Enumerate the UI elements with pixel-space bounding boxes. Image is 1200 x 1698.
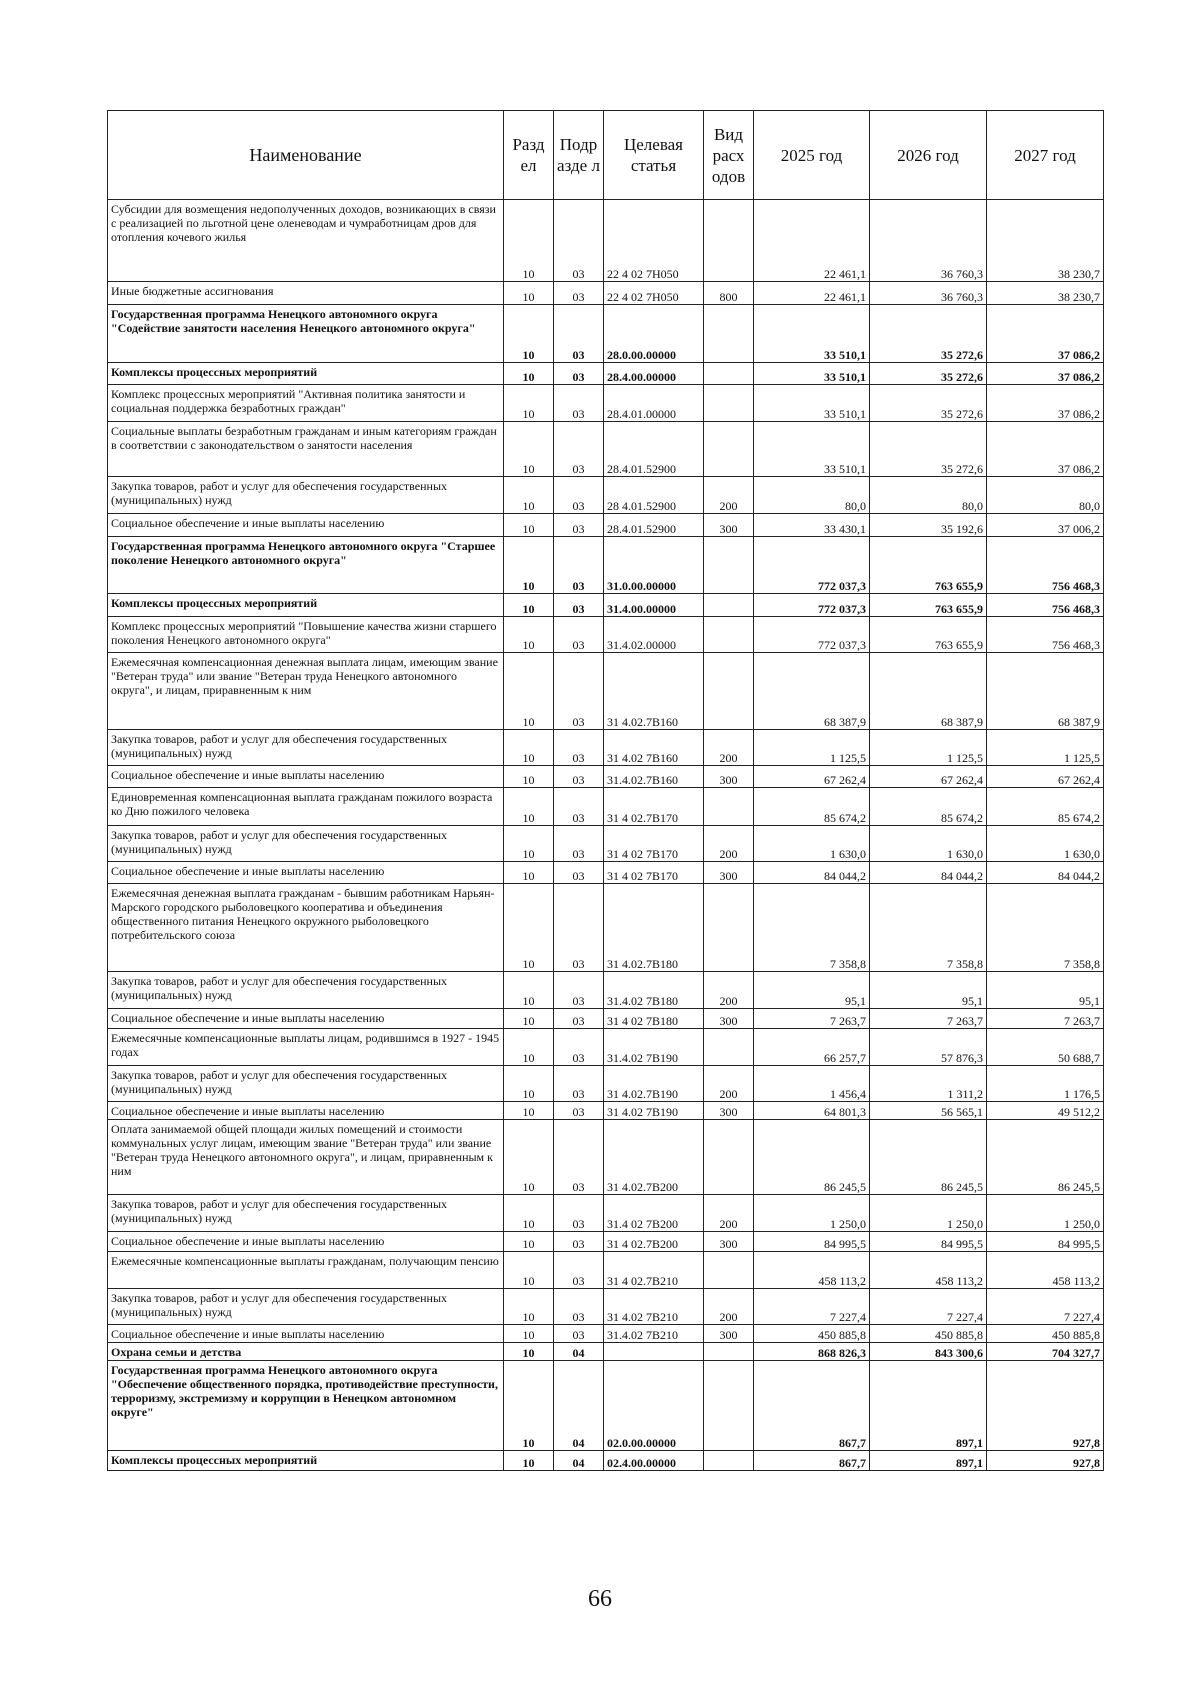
- cell-2027: 704 327,7: [987, 1343, 1104, 1361]
- cell-target-article: 28.4.01.52900: [604, 422, 704, 477]
- cell-section: 10: [504, 200, 554, 282]
- cell-section: 10: [504, 1120, 554, 1195]
- cell-2026: 7 227,4: [870, 1289, 987, 1325]
- cell-2026: 1 125,5: [870, 730, 987, 766]
- cell-2026: 80,0: [870, 477, 987, 514]
- cell-target-article: 31 4 02 7В180: [604, 1009, 704, 1029]
- cell-2025: 67 262,4: [754, 766, 870, 788]
- cell-2025: 868 826,3: [754, 1343, 870, 1361]
- cell-target-article: 31 4.02.7В190: [604, 1066, 704, 1102]
- cell-2027: 68 387,9: [987, 653, 1104, 730]
- cell-2025: 867,7: [754, 1361, 870, 1451]
- cell-target-article: 31.4.02 7В190: [604, 1029, 704, 1066]
- header-year-2025: 2025 год: [754, 111, 870, 200]
- cell-2027: 927,8: [987, 1451, 1104, 1471]
- table-row: [108, 305, 1104, 363]
- cell-name: Государственная программа Ненецкого автономного округа "Содействие занятости населения Ненецкого автономного округа": [108, 305, 504, 363]
- cell-2026: 763 655,9: [870, 594, 987, 617]
- cell-target-article: 31 4.02 7В210: [604, 1289, 704, 1325]
- cell-target-article: 02.0.00.00000: [604, 1361, 704, 1451]
- cell-subsection: 03: [554, 884, 604, 972]
- cell-subsection: 03: [554, 730, 604, 766]
- cell-expense-type: 200: [704, 1289, 754, 1325]
- cell-name: Комплексы процессных мероприятий: [108, 594, 504, 617]
- cell-2027: 38 230,7: [987, 282, 1104, 305]
- cell-2026: 1 630,0: [870, 826, 987, 862]
- cell-2027: 84 995,5: [987, 1232, 1104, 1252]
- cell-2025: 450 885,8: [754, 1325, 870, 1343]
- cell-name: Социальные выплаты безработным гражданам и иным категориям граждан в соответствии с законодательством о занятости населения: [108, 422, 504, 477]
- cell-target-article: [604, 1343, 704, 1361]
- cell-target-article: 28.4.01.52900: [604, 514, 704, 537]
- table-row: [108, 1120, 1104, 1195]
- cell-2025: 86 245,5: [754, 1120, 870, 1195]
- cell-2027: 756 468,3: [987, 617, 1104, 653]
- cell-expense-type: 200: [704, 972, 754, 1009]
- table-row: [108, 972, 1104, 1009]
- cell-2026: 85 674,2: [870, 788, 987, 826]
- cell-expense-type: [704, 617, 754, 653]
- cell-expense-type: 800: [704, 282, 754, 305]
- cell-subsection: 03: [554, 1066, 604, 1102]
- cell-2026: 84 995,5: [870, 1232, 987, 1252]
- cell-name: Социальное обеспечение и иные выплаты населению: [108, 1325, 504, 1343]
- cell-subsection: 03: [554, 1009, 604, 1029]
- cell-subsection: 03: [554, 305, 604, 363]
- cell-section: 10: [504, 1252, 554, 1289]
- cell-2026: 763 655,9: [870, 617, 987, 653]
- cell-2026: 57 876,3: [870, 1029, 987, 1066]
- cell-expense-type: 200: [704, 730, 754, 766]
- table-row: [108, 514, 1104, 537]
- budget-table: [107, 110, 1104, 1471]
- cell-name: Закупка товаров, работ и услуг для обеспечения государственных (муниципальных) нужд: [108, 1066, 504, 1102]
- cell-expense-type: [704, 422, 754, 477]
- cell-name: Государственная программа Ненецкого автономного округа "Старшее поколение Ненецкого автономного округа": [108, 537, 504, 594]
- cell-target-article: 28.4.01.00000: [604, 385, 704, 422]
- header-target-article: Целевая статья: [604, 111, 704, 200]
- cell-2027: 37 086,2: [987, 363, 1104, 385]
- cell-name: Социальное обеспечение и иные выплаты населению: [108, 514, 504, 537]
- cell-2025: 1 125,5: [754, 730, 870, 766]
- cell-expense-type: [704, 1252, 754, 1289]
- cell-2025: 33 510,1: [754, 422, 870, 477]
- cell-2026: 843 300,6: [870, 1343, 987, 1361]
- cell-2025: 33 510,1: [754, 305, 870, 363]
- cell-subsection: 03: [554, 537, 604, 594]
- cell-section: 10: [504, 730, 554, 766]
- cell-name: Закупка товаров, работ и услуг для обеспечения государственных (муниципальных) нужд: [108, 826, 504, 862]
- cell-subsection: 03: [554, 594, 604, 617]
- cell-2027: 450 885,8: [987, 1325, 1104, 1343]
- table-row: [108, 422, 1104, 477]
- cell-name: Социальное обеспечение и иные выплаты населению: [108, 1102, 504, 1120]
- cell-2025: 84 995,5: [754, 1232, 870, 1252]
- table-row: [108, 200, 1104, 282]
- cell-subsection: 03: [554, 617, 604, 653]
- table-row: [108, 1289, 1104, 1325]
- cell-2027: 49 512,2: [987, 1102, 1104, 1120]
- cell-expense-type: [704, 385, 754, 422]
- cell-2026: 67 262,4: [870, 766, 987, 788]
- cell-2026: 35 192,6: [870, 514, 987, 537]
- cell-subsection: 03: [554, 972, 604, 1009]
- cell-2026: 35 272,6: [870, 385, 987, 422]
- cell-name: Иные бюджетные ассигнования: [108, 282, 504, 305]
- cell-2026: 458 113,2: [870, 1252, 987, 1289]
- cell-target-article: 28 4.01.52900: [604, 477, 704, 514]
- cell-expense-type: 300: [704, 1009, 754, 1029]
- cell-2025: 7 358,8: [754, 884, 870, 972]
- cell-2027: 756 468,3: [987, 537, 1104, 594]
- cell-2026: 897,1: [870, 1361, 987, 1451]
- cell-2027: 84 044,2: [987, 862, 1104, 884]
- cell-2025: 66 257,7: [754, 1029, 870, 1066]
- cell-2025: 772 037,3: [754, 537, 870, 594]
- cell-2025: 33 510,1: [754, 385, 870, 422]
- cell-expense-type: [704, 594, 754, 617]
- cell-subsection: 03: [554, 766, 604, 788]
- cell-subsection: 04: [554, 1343, 604, 1361]
- cell-2025: 33 430,1: [754, 514, 870, 537]
- cell-expense-type: 200: [704, 477, 754, 514]
- cell-target-article: 31.0.00.00000: [604, 537, 704, 594]
- table-row: [108, 1195, 1104, 1232]
- cell-2026: 36 760,3: [870, 282, 987, 305]
- cell-expense-type: [704, 1361, 754, 1451]
- cell-name: Закупка товаров, работ и услуг для обеспечения государственных (муниципальных) нужд: [108, 1289, 504, 1325]
- cell-expense-type: 200: [704, 1195, 754, 1232]
- cell-target-article: 22 4 02 7Н050: [604, 282, 704, 305]
- table-row: [108, 282, 1104, 305]
- cell-2026: 95,1: [870, 972, 987, 1009]
- cell-expense-type: 300: [704, 1232, 754, 1252]
- cell-2026: 1 311,2: [870, 1066, 987, 1102]
- cell-section: 10: [504, 884, 554, 972]
- cell-2027: 38 230,7: [987, 200, 1104, 282]
- cell-name: Комплексы процессных мероприятий: [108, 1451, 504, 1471]
- cell-2025: 867,7: [754, 1451, 870, 1471]
- cell-subsection: 04: [554, 1361, 604, 1451]
- cell-name: Комплексы процессных мероприятий: [108, 363, 504, 385]
- cell-name: Оплата занимаемой общей площади жилых помещений и стоимости коммунальных услуг лицам, имеющим звание "Ветеран труда" или звание "Ветеран труда Ненецкого автономного округа", и лицам, приравненным к ним: [108, 1120, 504, 1195]
- cell-subsection: 03: [554, 514, 604, 537]
- cell-section: 10: [504, 1029, 554, 1066]
- cell-section: 10: [504, 1232, 554, 1252]
- cell-2025: 33 510,1: [754, 363, 870, 385]
- cell-expense-type: 300: [704, 862, 754, 884]
- cell-expense-type: 300: [704, 1325, 754, 1343]
- cell-expense-type: [704, 305, 754, 363]
- cell-2027: 756 468,3: [987, 594, 1104, 617]
- table-row: [108, 1029, 1104, 1066]
- cell-section: 10: [504, 514, 554, 537]
- cell-2027: 86 245,5: [987, 1120, 1104, 1195]
- cell-2026: 35 272,6: [870, 363, 987, 385]
- cell-section: 10: [504, 788, 554, 826]
- cell-name: Комплекс процессных мероприятий "Повышение качества жизни старшего поколения Ненецкого автономного округа": [108, 617, 504, 653]
- table-row: [108, 766, 1104, 788]
- table-row: [108, 788, 1104, 826]
- cell-2026: 35 272,6: [870, 305, 987, 363]
- cell-name: Ежемесячная денежная выплата гражданам - бывшим работникам Нарьян-Марского городского рыболовецкого кооператива и объединения общественного питания Ненецкого окружного рыболовецкого потребительского союза: [108, 884, 504, 972]
- cell-name: Закупка товаров, работ и услуг для обеспечения государственных (муниципальных) нужд: [108, 730, 504, 766]
- table-row: [108, 617, 1104, 653]
- cell-subsection: 03: [554, 1289, 604, 1325]
- cell-name: Социальное обеспечение и иные выплаты населению: [108, 1232, 504, 1252]
- cell-target-article: 31 4 02.7В210: [604, 1252, 704, 1289]
- cell-expense-type: [704, 1029, 754, 1066]
- cell-section: 10: [504, 282, 554, 305]
- cell-expense-type: [704, 363, 754, 385]
- header-expense-type: Вид расх одов: [704, 111, 754, 200]
- cell-section: 10: [504, 363, 554, 385]
- cell-target-article: 31 4 02.7В200: [604, 1232, 704, 1252]
- cell-target-article: 31.4 02 7В200: [604, 1195, 704, 1232]
- cell-2025: 64 801,3: [754, 1102, 870, 1120]
- cell-section: 10: [504, 477, 554, 514]
- cell-2026: 56 565,1: [870, 1102, 987, 1120]
- cell-subsection: 03: [554, 1232, 604, 1252]
- cell-2027: 37 006,2: [987, 514, 1104, 537]
- table-row: [108, 730, 1104, 766]
- cell-section: 10: [504, 1195, 554, 1232]
- header-section: Разд ел: [504, 111, 554, 200]
- cell-target-article: 28.0.00.00000: [604, 305, 704, 363]
- cell-2027: 95,1: [987, 972, 1104, 1009]
- table-row: [108, 537, 1104, 594]
- cell-subsection: 03: [554, 1120, 604, 1195]
- cell-subsection: 03: [554, 363, 604, 385]
- table-row: [108, 1252, 1104, 1289]
- table-row: [108, 1102, 1104, 1120]
- cell-target-article: 31.4.02.7В160: [604, 766, 704, 788]
- cell-expense-type: [704, 653, 754, 730]
- cell-target-article: 31.4.02 7В210: [604, 1325, 704, 1343]
- cell-2026: 36 760,3: [870, 200, 987, 282]
- cell-target-article: 31.4.02 7В180: [604, 972, 704, 1009]
- cell-2027: 37 086,2: [987, 422, 1104, 477]
- cell-section: 10: [504, 1102, 554, 1120]
- cell-2025: 85 674,2: [754, 788, 870, 826]
- cell-2027: 927,8: [987, 1361, 1104, 1451]
- cell-name: Закупка товаров, работ и услуг для обеспечения государственных (муниципальных) нужд: [108, 972, 504, 1009]
- cell-target-article: 22 4 02 7Н050: [604, 200, 704, 282]
- cell-subsection: 03: [554, 385, 604, 422]
- cell-subsection: 03: [554, 862, 604, 884]
- cell-target-article: 31 4 02 7В170: [604, 862, 704, 884]
- table-row: [108, 1451, 1104, 1471]
- cell-2025: 7 227,4: [754, 1289, 870, 1325]
- cell-2027: 80,0: [987, 477, 1104, 514]
- cell-target-article: 28.4.00.00000: [604, 363, 704, 385]
- table-row: [108, 1361, 1104, 1451]
- header-year-2027: 2027 год: [987, 111, 1104, 200]
- cell-section: 10: [504, 653, 554, 730]
- cell-2025: 22 461,1: [754, 200, 870, 282]
- cell-name: Социальное обеспечение и иные выплаты населению: [108, 862, 504, 884]
- cell-section: 10: [504, 1325, 554, 1343]
- cell-2026: 1 250,0: [870, 1195, 987, 1232]
- cell-2027: 37 086,2: [987, 385, 1104, 422]
- table-row: [108, 1325, 1104, 1343]
- cell-2025: 68 387,9: [754, 653, 870, 730]
- cell-expense-type: [704, 1120, 754, 1195]
- cell-name: Субсидии для возмещения недополученных доходов, возникающих в связи с реализацией по льготной цене оленеводам и чумработницам дров для отопления кочевого жилья: [108, 200, 504, 282]
- cell-2025: 1 250,0: [754, 1195, 870, 1232]
- cell-2027: 85 674,2: [987, 788, 1104, 826]
- cell-2026: 35 272,6: [870, 422, 987, 477]
- table-row: [108, 884, 1104, 972]
- cell-subsection: 03: [554, 826, 604, 862]
- cell-name: Социальное обеспечение и иные выплаты населению: [108, 1009, 504, 1029]
- cell-section: 10: [504, 766, 554, 788]
- cell-2025: 458 113,2: [754, 1252, 870, 1289]
- cell-expense-type: [704, 788, 754, 826]
- cell-name: Закупка товаров, работ и услуг для обеспечения государственных (муниципальных) нужд: [108, 477, 504, 514]
- table-row: [108, 1009, 1104, 1029]
- cell-2025: 84 044,2: [754, 862, 870, 884]
- cell-subsection: 03: [554, 1325, 604, 1343]
- cell-expense-type: 300: [704, 766, 754, 788]
- cell-section: 10: [504, 594, 554, 617]
- cell-target-article: 31.4.00.00000: [604, 594, 704, 617]
- cell-2026: 897,1: [870, 1451, 987, 1471]
- cell-name: Охрана семьи и детства: [108, 1343, 504, 1361]
- cell-name: Государственная программа Ненецкого автономного округа "Обеспечение общественного порядка, противодействие преступности, терроризму, экстремизму и коррупции в Ненецком автономном округе": [108, 1361, 504, 1451]
- cell-2027: 7 358,8: [987, 884, 1104, 972]
- cell-name: Ежемесячная компенсационная денежная выплата лицам, имеющим звание "Ветеран труда" или звание "Ветеран труда Ненецкого автономного округа", и лицам, приравненным к ним: [108, 653, 504, 730]
- cell-target-article: 02.4.00.00000: [604, 1451, 704, 1471]
- cell-subsection: 04: [554, 1451, 604, 1471]
- cell-2025: 95,1: [754, 972, 870, 1009]
- cell-expense-type: 200: [704, 1066, 754, 1102]
- cell-2025: 1 630,0: [754, 826, 870, 862]
- table-row: [108, 862, 1104, 884]
- cell-section: 10: [504, 972, 554, 1009]
- cell-2026: 7 358,8: [870, 884, 987, 972]
- cell-expense-type: [704, 1451, 754, 1471]
- cell-2027: 458 113,2: [987, 1252, 1104, 1289]
- cell-2027: 37 086,2: [987, 305, 1104, 363]
- cell-target-article: 31 4.02.7В200: [604, 1120, 704, 1195]
- table-row: [108, 594, 1104, 617]
- cell-2025: 22 461,1: [754, 282, 870, 305]
- cell-name: Единовременная компенсационная выплата гражданам пожилого возраста ко Дню пожилого человека: [108, 788, 504, 826]
- page-number: 66: [588, 1586, 612, 1612]
- cell-name: Социальное обеспечение и иные выплаты населению: [108, 766, 504, 788]
- cell-2027: 67 262,4: [987, 766, 1104, 788]
- cell-subsection: 03: [554, 200, 604, 282]
- cell-target-article: 31 4.02.7В160: [604, 653, 704, 730]
- cell-target-article: 31 4.02 7В190: [604, 1102, 704, 1120]
- cell-subsection: 03: [554, 1102, 604, 1120]
- cell-2026: 763 655,9: [870, 537, 987, 594]
- cell-expense-type: 300: [704, 1102, 754, 1120]
- table-row: [108, 477, 1104, 514]
- cell-2027: 7 263,7: [987, 1009, 1104, 1029]
- cell-section: 10: [504, 826, 554, 862]
- table-row: [108, 363, 1104, 385]
- cell-2026: 68 387,9: [870, 653, 987, 730]
- table-row: [108, 826, 1104, 862]
- cell-name: Ежемесячные компенсационные выплаты лицам, родившимся в 1927 - 1945 годах: [108, 1029, 504, 1066]
- cell-subsection: 03: [554, 282, 604, 305]
- header-year-2026: 2026 год: [870, 111, 987, 200]
- table-row: [108, 653, 1104, 730]
- cell-target-article: 31 4 02.7В170: [604, 788, 704, 826]
- cell-expense-type: [704, 1343, 754, 1361]
- cell-subsection: 03: [554, 1029, 604, 1066]
- cell-2025: 7 263,7: [754, 1009, 870, 1029]
- cell-target-article: 31 4.02.7В180: [604, 884, 704, 972]
- cell-subsection: 03: [554, 1252, 604, 1289]
- cell-2027: 50 688,7: [987, 1029, 1104, 1066]
- cell-subsection: 03: [554, 422, 604, 477]
- cell-2025: 772 037,3: [754, 594, 870, 617]
- table-row: [108, 1066, 1104, 1102]
- table-row: [108, 385, 1104, 422]
- cell-2027: 1 630,0: [987, 826, 1104, 862]
- cell-subsection: 03: [554, 653, 604, 730]
- cell-section: 10: [504, 537, 554, 594]
- cell-section: 10: [504, 1451, 554, 1471]
- cell-section: 10: [504, 305, 554, 363]
- cell-name: Закупка товаров, работ и услуг для обеспечения государственных (муниципальных) нужд: [108, 1195, 504, 1232]
- cell-2026: 7 263,7: [870, 1009, 987, 1029]
- cell-expense-type: [704, 884, 754, 972]
- cell-section: 10: [504, 1009, 554, 1029]
- cell-expense-type: 200: [704, 826, 754, 862]
- cell-2026: 84 044,2: [870, 862, 987, 884]
- cell-section: 10: [504, 1289, 554, 1325]
- cell-expense-type: [704, 537, 754, 594]
- header-subsection: Подр азде л: [554, 111, 604, 200]
- header-row: [108, 111, 1104, 200]
- cell-target-article: 31.4.02.00000: [604, 617, 704, 653]
- cell-target-article: 31 4 02 7В170: [604, 826, 704, 862]
- cell-2026: 450 885,8: [870, 1325, 987, 1343]
- cell-2027: 1 250,0: [987, 1195, 1104, 1232]
- cell-target-article: 31 4.02 7В160: [604, 730, 704, 766]
- cell-section: 10: [504, 385, 554, 422]
- cell-section: 10: [504, 1066, 554, 1102]
- header-name: Наименование: [108, 111, 504, 200]
- cell-2025: 1 456,4: [754, 1066, 870, 1102]
- cell-2027: 7 227,4: [987, 1289, 1104, 1325]
- table-row: [108, 1343, 1104, 1361]
- cell-2027: 1 125,5: [987, 730, 1104, 766]
- cell-2025: 80,0: [754, 477, 870, 514]
- cell-2026: 86 245,5: [870, 1120, 987, 1195]
- cell-section: 10: [504, 1361, 554, 1451]
- cell-expense-type: [704, 200, 754, 282]
- cell-section: 10: [504, 862, 554, 884]
- cell-expense-type: 300: [704, 514, 754, 537]
- cell-subsection: 03: [554, 788, 604, 826]
- table-row: [108, 1232, 1104, 1252]
- cell-name: Комплекс процессных мероприятий "Активная политика занятости и социальная поддержка безработных граждан": [108, 385, 504, 422]
- cell-section: 10: [504, 422, 554, 477]
- cell-subsection: 03: [554, 1195, 604, 1232]
- cell-2027: 1 176,5: [987, 1066, 1104, 1102]
- cell-name: Ежемесячные компенсационные выплаты гражданам, получающим пенсию: [108, 1252, 504, 1289]
- cell-2025: 772 037,3: [754, 617, 870, 653]
- cell-section: 10: [504, 1343, 554, 1361]
- cell-section: 10: [504, 617, 554, 653]
- cell-subsection: 03: [554, 477, 604, 514]
